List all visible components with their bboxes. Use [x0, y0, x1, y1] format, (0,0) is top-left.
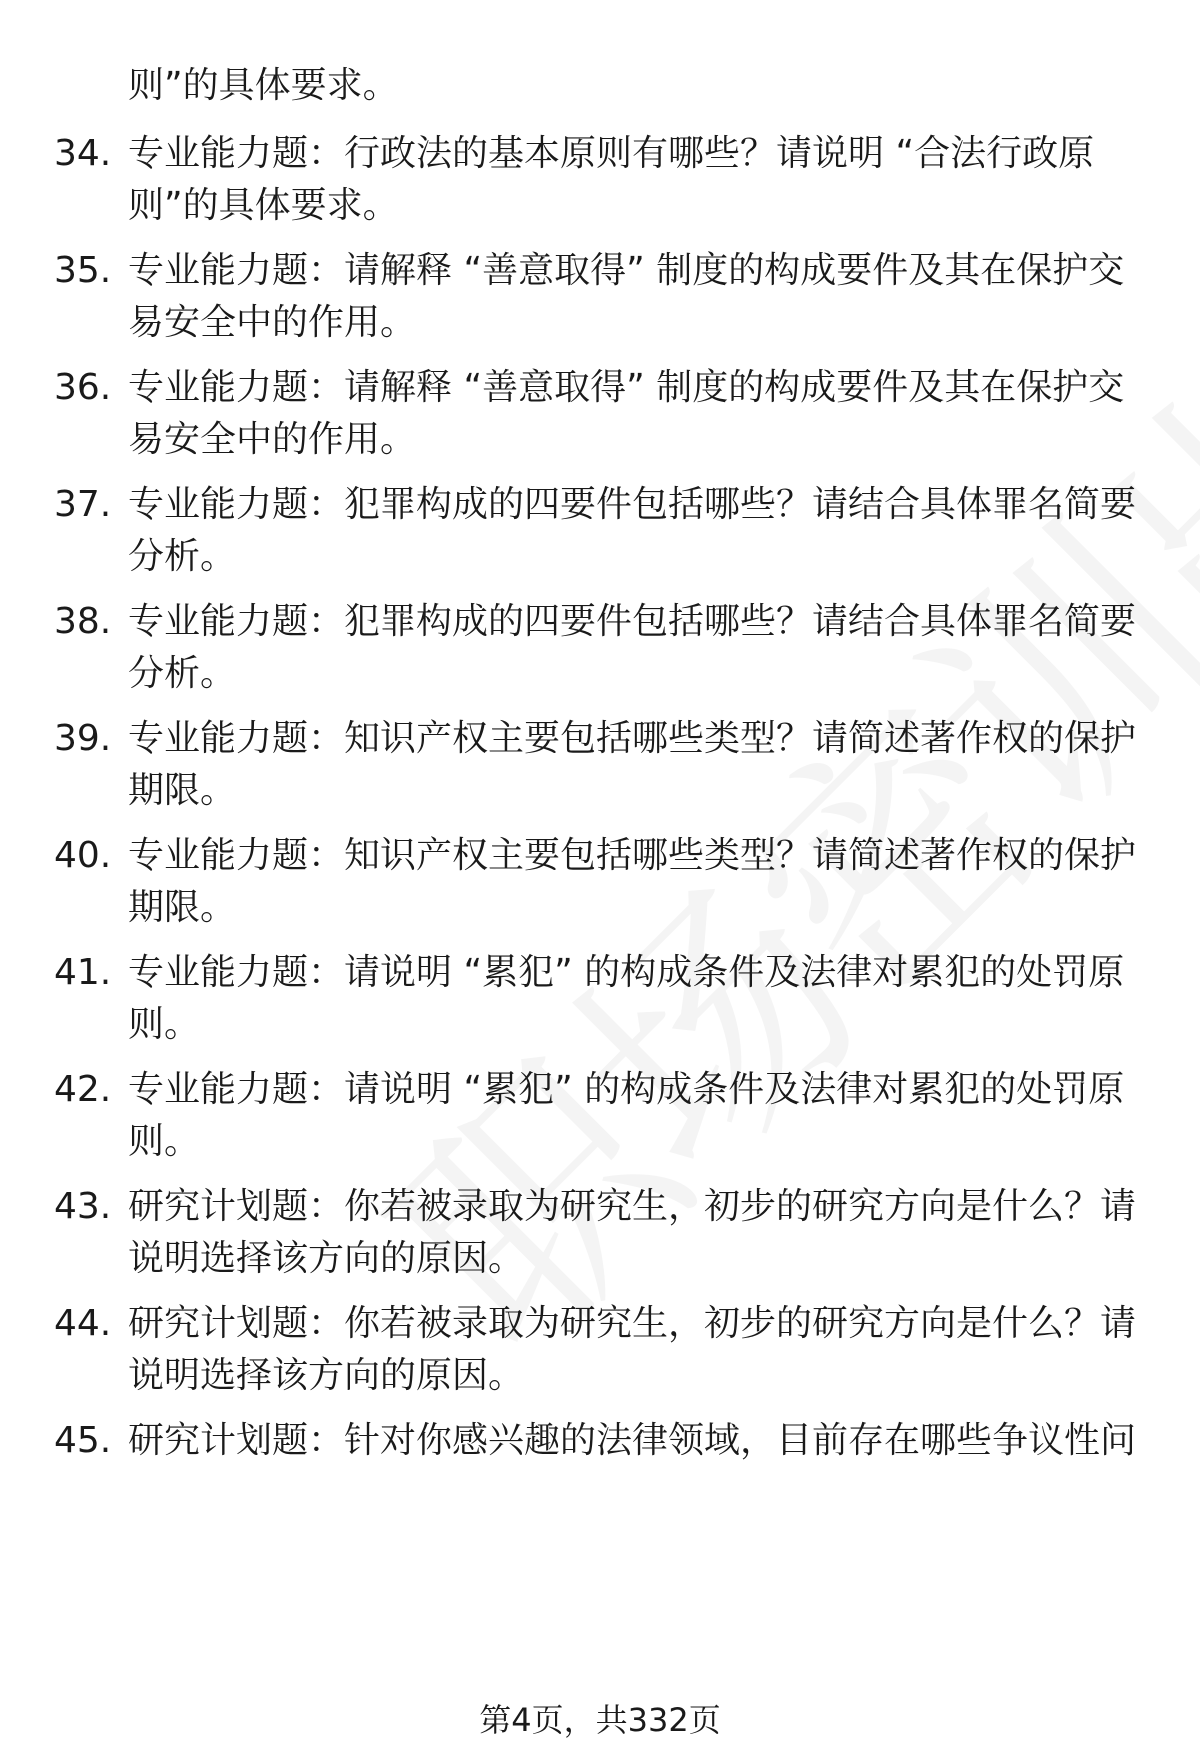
item-text [128, 830, 1138, 934]
item-text [128, 947, 1138, 1051]
item-number: 45. [54, 1420, 112, 1461]
item-line-1: 专业能力题：请解释 “善意取得” 制度的构成要件及其在保护交 [128, 367, 1125, 408]
item-number: 34. [54, 133, 112, 174]
item-text [128, 596, 1138, 700]
item-number: 37. [54, 484, 112, 525]
item-line-2: 则”的具体要求。 [128, 185, 399, 226]
item-line-1: 专业能力题：行政法的基本原则有哪些？请说明 “合法行政原 [128, 133, 1095, 174]
item-line-2: 分析。 [128, 536, 237, 577]
item-text [128, 713, 1138, 817]
item-line-2: 易安全中的作用。 [128, 302, 417, 343]
item-line-1: 研究计划题：你若被录取为研究生，初步的研究方向是什么？请 [128, 1186, 1137, 1227]
item-line-2: 期限。 [128, 887, 237, 928]
item-line-1: 专业能力题：犯罪构成的四要件包括哪些？请结合具体罪名简要 [128, 601, 1137, 642]
item-line-1: 专业能力题：请说明 “累犯” 的构成条件及法律对累犯的处罚原 [128, 952, 1125, 993]
continuation-text: 则”的具体要求。 [128, 65, 399, 106]
item-line-1: 专业能力题：知识产权主要包括哪些类型？请简述著作权的保护 [128, 835, 1137, 876]
item-number: 40. [54, 835, 112, 876]
item-number: 35. [54, 250, 112, 291]
item-line-2: 说明选择该方向的原因。 [128, 1238, 525, 1279]
item-line-2: 说明选择该方向的原因。 [128, 1355, 525, 1396]
item-number: 44. [54, 1303, 112, 1344]
item-line-2: 期限。 [128, 770, 237, 811]
item-text [128, 1181, 1138, 1285]
item-number: 38. [54, 601, 112, 642]
item-line-1: 专业能力题：请解释 “善意取得” 制度的构成要件及其在保护交 [128, 250, 1125, 291]
item-number: 43. [54, 1186, 112, 1227]
item-line-1: 研究计划题：针对你感兴趣的法律领域，目前存在哪些争议性问 [128, 1420, 1137, 1461]
item-line-2: 分析。 [128, 653, 237, 694]
item-text [128, 1415, 1138, 1467]
item-line-1: 专业能力题：犯罪构成的四要件包括哪些？请结合具体罪名简要 [128, 484, 1137, 525]
item-line-1: 研究计划题：你若被录取为研究生，初步的研究方向是什么？请 [128, 1303, 1137, 1344]
page-footer: 第4页，共332页 [479, 1701, 721, 1739]
item-text [128, 1064, 1138, 1168]
item-text [128, 362, 1138, 466]
item-line-1: 专业能力题：请说明 “累犯” 的构成条件及法律对累犯的处罚原 [128, 1069, 1125, 1110]
item-text [128, 479, 1138, 583]
item-number: 39. [54, 718, 112, 759]
item-number: 42. [54, 1069, 112, 1110]
item-line-2: 则。 [128, 1004, 201, 1045]
item-line-1: 专业能力题：知识产权主要包括哪些类型？请简述著作权的保护 [128, 718, 1137, 759]
item-text [128, 1298, 1138, 1402]
item-line-2: 则。 [128, 1121, 201, 1162]
item-number: 41. [54, 952, 112, 993]
item-line-2: 易安全中的作用。 [128, 419, 417, 460]
item-text [128, 128, 1138, 232]
item-number: 36. [54, 367, 112, 408]
item-text [128, 245, 1138, 349]
